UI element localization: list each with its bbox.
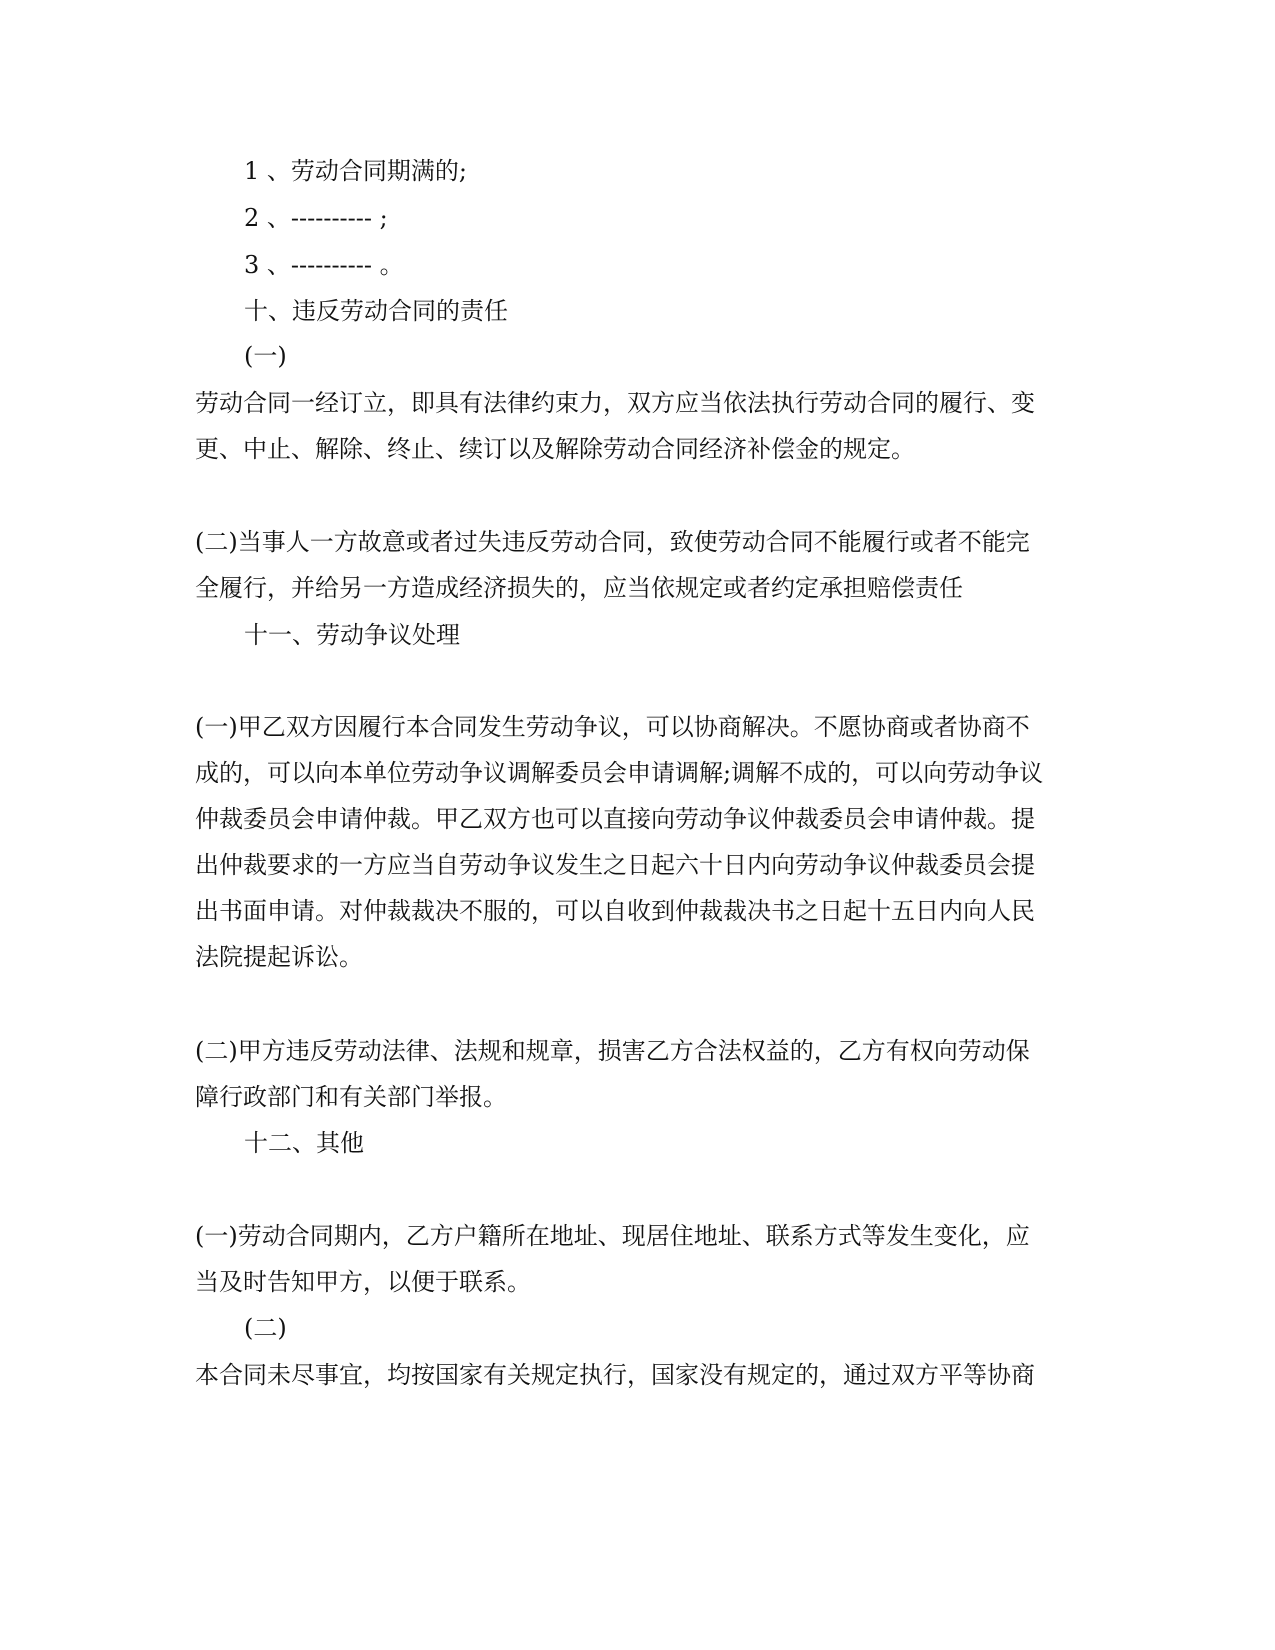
paragraph-line: 当及时告知甲方，以便于联系。 [195, 1268, 531, 1296]
paragraph-line: 劳动合同一经订立，即具有法律约束力，双方应当依法执行劳动合同的履行、变 [195, 389, 1035, 417]
section-heading: 十一、劳动争议处理 [244, 621, 460, 649]
section-heading: 十、违反劳动合同的责任 [244, 297, 508, 325]
paragraph-line: 法院提起诉讼。 [195, 943, 363, 971]
list-item: 1 、劳动合同期满的; [244, 157, 467, 185]
paragraph-line: 仲裁委员会申请仲裁。甲乙双方也可以直接向劳动争议仲裁委员会申请仲裁。提 [195, 805, 1035, 833]
paragraph-line: 全履行，并给另一方造成经济损失的，应当依规定或者约定承担赔偿责任 [195, 574, 963, 602]
clause-number: (二) [244, 1314, 287, 1342]
paragraph-line: (一)劳动合同期内，乙方户籍所在地址、现居住地址、联系方式等发生变化，应 [195, 1222, 1030, 1250]
paragraph-line: 出仲裁要求的一方应当自劳动争议发生之日起六十日内向劳动争议仲裁委员会提 [195, 851, 1035, 879]
paragraph-line: 成的，可以向本单位劳动争议调解委员会申请调解;调解不成的，可以向劳动争议 [195, 759, 1044, 787]
paragraph-line: (一)甲乙双方因履行本合同发生劳动争议，可以协商解决。不愿协商或者协商不 [195, 713, 1030, 741]
list-item: 3 、---------- 。 [244, 251, 404, 279]
paragraph-line: 更、中止、解除、终止、续订以及解除劳动合同经济补偿金的规定。 [195, 435, 915, 463]
paragraph-line: 本合同未尽事宜，均按国家有关规定执行，国家没有规定的，通过双方平等协商 [195, 1361, 1035, 1389]
paragraph-line: 出书面申请。对仲裁裁决不服的，可以自收到仲裁裁决书之日起十五日内向人民 [195, 897, 1035, 925]
list-item: 2 、---------- ; [244, 204, 388, 232]
paragraph-line: (二)甲方违反劳动法律、法规和规章，损害乙方合法权益的，乙方有权向劳动保 [195, 1037, 1030, 1065]
section-heading: 十二、其他 [244, 1129, 364, 1157]
paragraph-line: 障行政部门和有关部门举报。 [195, 1083, 507, 1111]
paragraph-line: (二)当事人一方故意或者过失违反劳动合同，致使劳动合同不能履行或者不能完 [195, 528, 1030, 556]
clause-number: (一) [244, 342, 287, 370]
